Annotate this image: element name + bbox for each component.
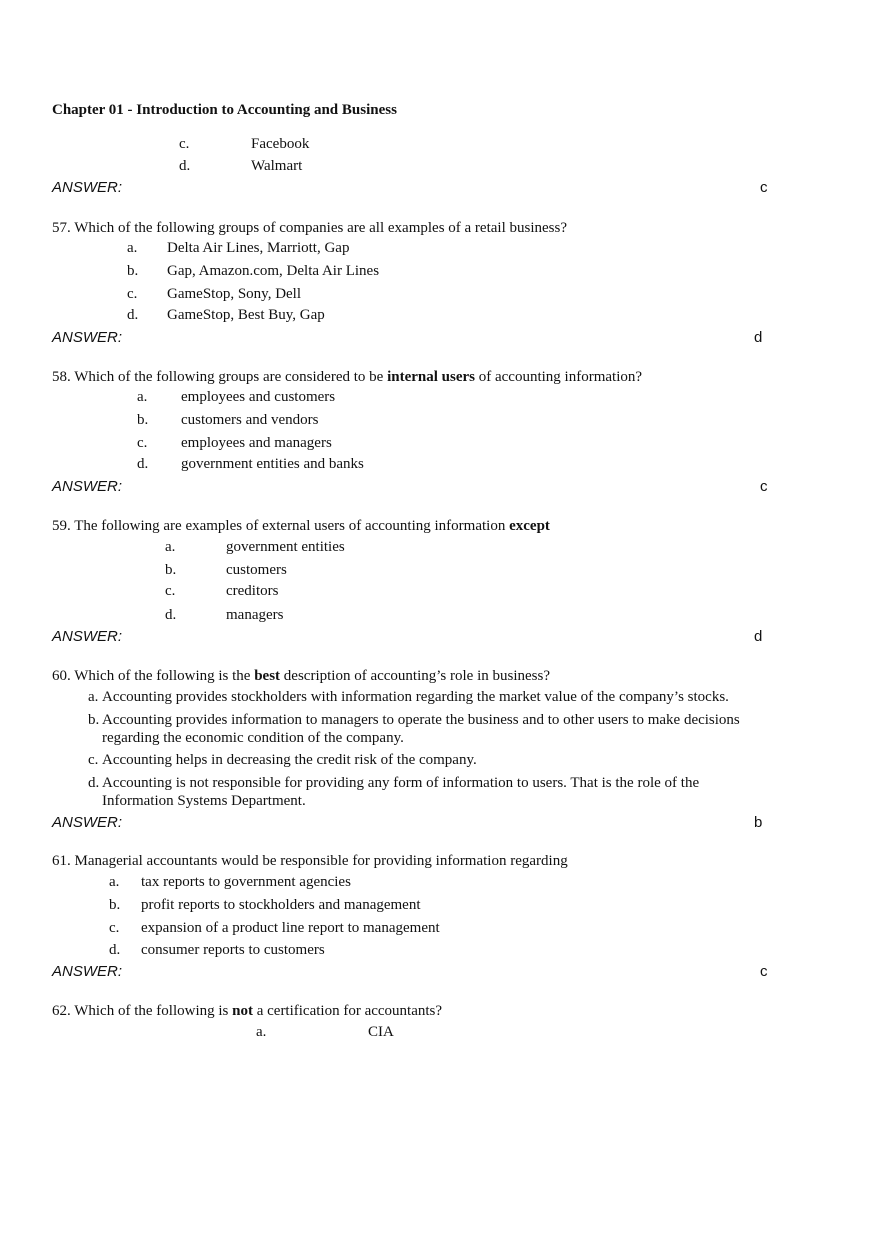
- option-letter: b.: [109, 897, 121, 913]
- option-text: profit reports to stockholders and management: [141, 897, 421, 913]
- option-text: Accounting provides stockholders with information regarding the market value of the company’s stocks.: [102, 689, 729, 705]
- question-stem: 58. Which of the following groups are considered to be internal users of accounting information?: [52, 369, 643, 385]
- question-emphasis: not: [232, 1003, 253, 1019]
- answer-label: ANSWER:: [52, 963, 123, 980]
- option-letter: a.: [109, 874, 120, 890]
- option-letter: d.: [179, 158, 191, 174]
- option-text: Delta Air Lines, Marriott, Gap: [167, 240, 350, 256]
- answer-value: b: [754, 814, 763, 831]
- option-letter: d.: [137, 456, 149, 472]
- answer-value: d: [754, 628, 763, 645]
- option-letter: b.: [165, 562, 177, 578]
- page-title: Chapter 01 - Introduction to Accounting and Business: [52, 102, 397, 118]
- option-text: customers and vendors: [181, 412, 319, 428]
- option-letter: d.: [165, 607, 177, 623]
- question-stem: 59. The following are examples of external users of accounting information except: [52, 518, 550, 534]
- option-text: CIA: [368, 1024, 394, 1040]
- option-text: Accounting provides information to managers to operate the business and to other users to make decisions regarding the economic condition of the company.: [102, 712, 740, 746]
- option-text: GameStop, Sony, Dell: [167, 286, 302, 302]
- option-text: expansion of a product line report to management: [141, 920, 440, 936]
- question-stem: 61. Managerial accountants would be responsible for providing information regarding: [52, 853, 568, 869]
- option-text: managers: [226, 607, 284, 623]
- option-text: government entities: [226, 539, 345, 555]
- option-letter: b.: [127, 263, 139, 279]
- option-letter: d.: [88, 775, 100, 791]
- answer-label: ANSWER:: [52, 478, 123, 495]
- option-text: GameStop, Best Buy, Gap: [167, 307, 325, 323]
- option-text: Accounting helps in decreasing the credit risk of the company.: [102, 752, 477, 768]
- option-text: Gap, Amazon.com, Delta Air Lines: [167, 263, 380, 279]
- option-letter: c.: [179, 136, 190, 152]
- option-text: creditors: [226, 583, 279, 599]
- option-letter: b.: [88, 712, 100, 728]
- answer-value: c: [760, 179, 768, 196]
- option-letter: c.: [165, 583, 176, 599]
- answer-label: ANSWER:: [52, 814, 123, 831]
- option-text: consumer reports to customers: [141, 942, 325, 958]
- option-letter: d.: [109, 942, 121, 958]
- option-letter: a.: [137, 389, 148, 405]
- option-letter: c.: [109, 920, 120, 936]
- answer-label: ANSWER:: [52, 628, 123, 645]
- option-letter: a.: [256, 1024, 267, 1040]
- answer-value: d: [754, 329, 763, 346]
- question-stem: 62. Which of the following is not a certification for accountants?: [52, 1003, 443, 1019]
- option-text: employees and customers: [181, 389, 336, 405]
- option-text: customers: [226, 562, 287, 578]
- option-letter: c.: [137, 435, 148, 451]
- option-letter: c.: [88, 752, 99, 768]
- option-text: employees and managers: [181, 435, 332, 451]
- option-letter: a.: [88, 689, 99, 705]
- question-emphasis: internal users: [387, 369, 475, 385]
- question-stem: 60. Which of the following is the best description of accounting’s role in business?: [52, 668, 550, 684]
- option-text: government entities and banks: [181, 456, 364, 472]
- question-emphasis: best: [254, 668, 281, 684]
- answer-label: ANSWER:: [52, 179, 123, 196]
- question-stem: 57. Which of the following groups of companies are all examples of a retail business?: [52, 220, 567, 236]
- option-text: Accounting is not responsible for providing any form of information to users. That is the role of the Information Systems Department.: [102, 775, 700, 809]
- option-letter: b.: [137, 412, 149, 428]
- question-emphasis: except: [509, 518, 550, 534]
- answer-value: c: [760, 478, 768, 495]
- option-letter: c.: [127, 286, 138, 302]
- option-text: Facebook: [251, 136, 310, 152]
- option-text: Walmart: [251, 158, 303, 174]
- option-letter: a.: [127, 240, 138, 256]
- option-letter: d.: [127, 307, 139, 323]
- answer-value: c: [760, 963, 768, 980]
- option-text: tax reports to government agencies: [141, 874, 351, 890]
- option-letter: a.: [165, 539, 176, 555]
- answer-label: ANSWER:: [52, 329, 123, 346]
